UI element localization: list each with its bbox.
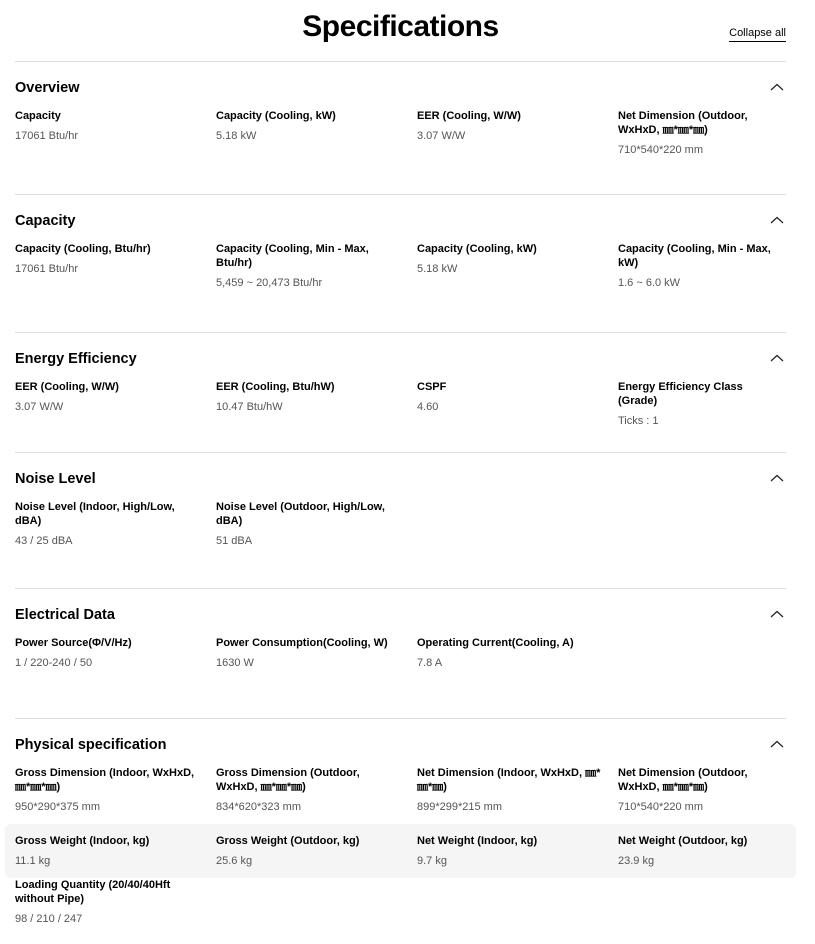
section-title: Physical specification bbox=[15, 737, 167, 753]
spec-label: Gross Weight (Outdoor, kg) bbox=[216, 835, 360, 847]
section-header-physical-specification[interactable] bbox=[15, 719, 786, 766]
section-header-capacity[interactable] bbox=[15, 195, 786, 242]
spec-row bbox=[15, 242, 786, 310]
specifications-header bbox=[15, 0, 786, 62]
spec-value: 899*299*215 mm bbox=[417, 801, 503, 813]
page-title: Specifications bbox=[302, 10, 499, 43]
spec-label: Gross Dimension (Indoor, WxHxD, ㎜*㎜*㎜) bbox=[15, 767, 195, 793]
section-title: Noise Level bbox=[15, 471, 96, 487]
spec-value: 43 / 25 dBA bbox=[15, 535, 73, 547]
spec-item bbox=[417, 834, 618, 878]
spec-section-energy-efficiency bbox=[15, 333, 786, 453]
spec-value: 5.18 kW bbox=[417, 263, 458, 275]
spec-label: Net Weight (Indoor, kg) bbox=[417, 835, 538, 847]
spec-value: 7.8 A bbox=[417, 657, 443, 669]
section-header-noise-level[interactable] bbox=[15, 453, 786, 500]
section-title: Overview bbox=[15, 80, 80, 96]
spec-label: Gross Weight (Indoor, kg) bbox=[15, 835, 150, 847]
spec-row bbox=[15, 109, 786, 176]
spec-item bbox=[618, 766, 788, 824]
spec-value: 17061 Btu/hr bbox=[15, 263, 78, 275]
spec-item bbox=[618, 834, 788, 878]
spec-section-noise-level bbox=[15, 453, 786, 589]
spec-row bbox=[15, 500, 786, 566]
spec-item bbox=[417, 109, 618, 176]
spec-section-capacity bbox=[15, 195, 786, 333]
spec-item bbox=[15, 380, 216, 432]
spec-value: Ticks : 1 bbox=[618, 415, 659, 427]
spec-label: Loading Quantity (20/40/40Hft without Pipe) bbox=[15, 879, 171, 905]
spec-label: Net Dimension (Indoor, WxHxD, ㎜*㎜*㎜) bbox=[417, 767, 601, 793]
spec-section-electrical-data bbox=[15, 589, 786, 719]
spec-value: 5.18 kW bbox=[216, 130, 257, 142]
chevron-up-icon[interactable] bbox=[770, 474, 784, 482]
spec-value: 834*620*323 mm bbox=[216, 801, 302, 813]
spec-label: Noise Level (Outdoor, High/Low, dBA) bbox=[216, 501, 385, 527]
spec-item bbox=[417, 380, 618, 432]
spec-label: Net Dimension (Outdoor, WxHxD, ㎜*㎜*㎜) bbox=[618, 110, 748, 136]
section-header-electrical-data[interactable] bbox=[15, 589, 786, 636]
spec-section-overview bbox=[15, 62, 786, 195]
spec-value: 51 dBA bbox=[216, 535, 253, 547]
spec-label: Power Consumption(Cooling, W) bbox=[216, 637, 388, 649]
spec-item bbox=[417, 766, 618, 824]
spec-label: Power Source(Φ/V/Hz) bbox=[15, 637, 132, 649]
section-header-energy-efficiency[interactable] bbox=[15, 333, 786, 380]
collapse-all-link[interactable]: Collapse all bbox=[729, 27, 786, 42]
spec-item bbox=[216, 380, 417, 432]
spec-label: EER (Cooling, W/W) bbox=[15, 381, 119, 393]
chevron-up-icon[interactable] bbox=[770, 740, 784, 748]
spec-section-physical-specification bbox=[15, 719, 786, 944]
spec-item bbox=[15, 766, 216, 824]
spec-item bbox=[216, 636, 417, 696]
spec-item bbox=[618, 109, 788, 176]
spec-item bbox=[417, 242, 618, 310]
spec-label: EER (Cooling, W/W) bbox=[417, 110, 521, 122]
spec-value: 25.6 kg bbox=[216, 855, 253, 867]
chevron-up-icon[interactable] bbox=[770, 216, 784, 224]
spec-row bbox=[15, 766, 786, 824]
spec-item bbox=[216, 242, 417, 310]
spec-value: 3.07 W/W bbox=[15, 401, 64, 413]
spec-label: Net Weight (Outdoor, kg) bbox=[618, 835, 748, 847]
spec-value: 5,459 ~ 20,473 Btu/hr bbox=[216, 277, 323, 289]
spec-value: 10.47 Btu/hW bbox=[216, 401, 283, 413]
spec-label: Capacity (Cooling, Min - Max, Btu/hr) bbox=[216, 243, 369, 269]
spec-value: 23.9 kg bbox=[618, 855, 655, 867]
spec-value: 1 / 220-240 / 50 bbox=[15, 657, 93, 669]
chevron-up-icon[interactable] bbox=[770, 83, 784, 91]
chevron-up-icon[interactable] bbox=[770, 354, 784, 362]
spec-item bbox=[417, 636, 618, 696]
spec-value: 710*540*220 mm bbox=[618, 801, 704, 813]
spec-label: Energy Efficiency Class (Grade) bbox=[618, 381, 743, 407]
spec-label: Noise Level (Indoor, High/Low, dBA) bbox=[15, 501, 175, 527]
spec-label: Operating Current(Cooling, A) bbox=[417, 637, 574, 649]
spec-label: Capacity bbox=[15, 110, 61, 122]
spec-label: EER (Cooling, Btu/hW) bbox=[216, 381, 335, 393]
spec-item bbox=[618, 242, 788, 310]
spec-sections bbox=[0, 62, 815, 944]
spec-label: CSPF bbox=[417, 381, 447, 393]
spec-value: 710*540*220 mm bbox=[618, 144, 704, 156]
spec-item bbox=[15, 109, 216, 176]
section-header-overview[interactable] bbox=[15, 62, 786, 109]
spec-value: 11.1 kg bbox=[15, 855, 51, 867]
spec-label: Capacity (Cooling, kW) bbox=[417, 243, 537, 255]
spec-item bbox=[15, 878, 216, 938]
spec-label: Gross Dimension (Outdoor, WxHxD, ㎜*㎜*㎜) bbox=[216, 767, 360, 793]
spec-item bbox=[216, 834, 417, 878]
chevron-up-icon[interactable] bbox=[770, 610, 784, 618]
spec-label: Capacity (Cooling, Min - Max, kW) bbox=[618, 243, 771, 269]
spec-label: Capacity (Cooling, Btu/hr) bbox=[15, 243, 151, 255]
spec-item bbox=[618, 380, 788, 432]
section-title: Energy Efficiency bbox=[15, 351, 137, 367]
spec-row bbox=[15, 636, 786, 696]
spec-item bbox=[15, 834, 216, 878]
spec-item bbox=[216, 500, 417, 566]
spec-item bbox=[15, 500, 216, 566]
spec-value: 17061 Btu/hr bbox=[15, 130, 78, 142]
spec-row bbox=[15, 878, 786, 938]
spec-value: 950*290*375 mm bbox=[15, 801, 101, 813]
spec-item bbox=[216, 109, 417, 176]
spec-value: 1.6 ~ 6.0 kW bbox=[618, 277, 681, 289]
spec-row bbox=[5, 824, 796, 878]
spec-label: Capacity (Cooling, kW) bbox=[216, 110, 336, 122]
section-title: Capacity bbox=[15, 213, 76, 229]
spec-row bbox=[15, 380, 786, 432]
spec-value: 4.60 bbox=[417, 401, 439, 413]
spec-item bbox=[15, 242, 216, 310]
spec-item bbox=[216, 766, 417, 824]
spec-label: Net Dimension (Outdoor, WxHxD, ㎜*㎜*㎜) bbox=[618, 767, 748, 793]
spec-item bbox=[15, 636, 216, 696]
spec-value: 98 / 210 / 247 bbox=[15, 913, 83, 925]
section-title: Electrical Data bbox=[15, 607, 115, 623]
spec-value: 3.07 W/W bbox=[417, 130, 466, 142]
spec-value: 1630 W bbox=[216, 657, 254, 669]
spec-value: 9.7 kg bbox=[417, 855, 447, 867]
